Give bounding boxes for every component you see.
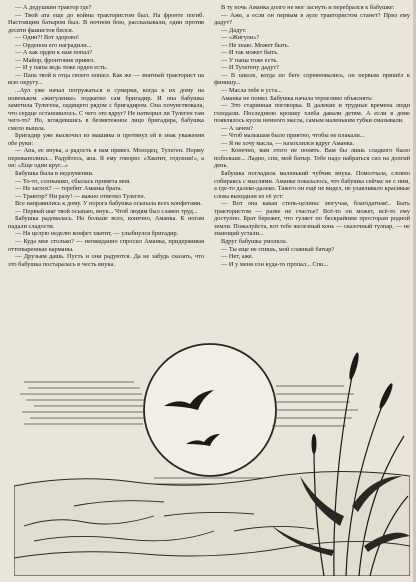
left-paragraph: — А как орден к нам попал?: [15, 49, 93, 57]
left-text-column: [8, 4, 204, 268]
left-paragraph: Все направились к дому. У порога бабушка осыпала всех конфетами.: [15, 200, 202, 208]
right-paragraph: — Чтоб малышам было приятно, чтобы не плакали...: [221, 132, 365, 140]
right-paragraph: — В школе, когда по беге соревновались, он первым пришёл к финишу...: [214, 71, 410, 87]
left-paragraph: — На целую неделю конфет хватит, — улыбнулся бригадир.: [15, 230, 179, 238]
left-paragraph: — Трактор? Ни разу! — важно ответил Тулеген.: [15, 192, 146, 200]
left-paragraph: — Куда мне столько? — неожиданно спросил Аманка, придерживая оттопыренные карманы.: [8, 237, 204, 253]
right-paragraph: — «Жигули»?: [221, 34, 260, 42]
right-paragraph: — И так может быть.: [221, 49, 279, 57]
steppe-sunset-illustration: [14, 326, 410, 576]
right-paragraph: — Это старинная поговорка. В далекие и трудные времена люди голодали. Последнюю крошку хлеба давали детям. А если в доме появлялось кусок немного масла, самым маленьким губки смазывали.: [214, 102, 410, 125]
left-paragraph: — Друзьям дашь. Пусть и они радуются. Да не забудь сказать, что это бабушка постаралась в честь внука.: [8, 253, 204, 268]
left-paragraph: — Первый шаг твой осыпаю, внук... Чтоб людям был славен труд...: [15, 207, 198, 215]
right-paragraph: В ту ночь Аманка долго не мог заснуть и перебрался к бабушке:: [221, 4, 395, 11]
right-paragraph: — Конечно, вам этого не понять. Вам бы лишь сладкого было побольше... Ладно, спи, мой батыр. Тебе надо набраться сил на долгий день.: [214, 147, 410, 170]
right-paragraph: — Я не хочу масла, — нахохлился вдруг Аманка.: [221, 139, 355, 147]
left-paragraph: — Папа твой в отца своего пошел. Как же — знатный тракторист на всю округу...: [8, 71, 204, 87]
right-text-column: [214, 4, 410, 268]
right-paragraph: Бабушка погладила маленький чубчик внука. Помолчала, словно собираясь с мыслями. Аманке показалось, что бабушка сейчас не с ним, а где-то далеко-далеко. Такого он ещё не видел, не улавливало красивые слова выходили из её уст:: [214, 170, 410, 200]
right-paragraph: — Вот она какая степь-целина: могучая, благодатная!.. Быть трактористом — разве не счастье? Всё-то он может, всё-то ему доступно. Брат бережет, что гуляет по бескрайним просторам родной земли. Пожалуйста, вот тебе железный конь — сказочный тулпар, — не знающий устали...: [214, 200, 410, 238]
left-paragraph: — То-то, солнышко, сбылась примета моя.: [15, 177, 131, 185]
reed-heads: [312, 352, 395, 454]
left-paragraph: — Один?! Вот здорово!: [15, 34, 80, 42]
left-paragraph: — И у папы ведь тоже орден есть.: [15, 64, 108, 72]
left-paragraph: — Не заглох? — теребит Аманка брата.: [15, 185, 123, 193]
left-paragraph: — Апа, ее внука, а радость я вам привез. Молодец, Тулеген. Норму перевыполнил... Радуйтесь, апа. Я ему говорю: «Хватит, отдохни!», а он: «Еще один круг...»: [8, 147, 204, 170]
right-paragraph: — Нет, аже.: [221, 253, 254, 261]
left-paragraph: — Орденом его наградили...: [15, 41, 92, 49]
right-paragraph: — И Тулегену дадут?: [221, 64, 280, 72]
right-paragraph: — У папы тоже есть.: [221, 56, 278, 64]
right-paragraph: — И у меня сон куда-то пропал... Спи...: [221, 260, 329, 268]
right-paragraph: — Ты еще не спишь, мой славный батыр?: [221, 245, 335, 253]
left-paragraph: — Майор, фронтовик привез.: [15, 56, 95, 64]
left-paragraph: Бригадир уже выскочил из машины и протянул ей в знак уважения обе руки:: [8, 132, 204, 147]
right-paragraph: — Масла тебе в уста...: [221, 87, 282, 95]
left-paragraph: ...Аул уже начал погружаться в сумерки, когда к их дому на новеньком «жигуленке» подкатил сам бригадир. И она бабушка заметила Тулегена, сидящего рядом с бригадиром. Она почувствовала, что сердце остановилось. С чего это вдруг? Не натворил ли Тулеген там чего-то? Но, вглядевшись в безмятежное лицо бригадира, бабушка смело вышла.: [8, 87, 204, 132]
sun-circle: [144, 344, 276, 476]
right-paragraph: — А зачем?: [221, 124, 254, 132]
right-paragraph: — Дадут.: [221, 26, 247, 34]
left-paragraph: Бабушка была в недоумении.: [15, 170, 94, 178]
left-paragraph: — А дедушкин трактор где?: [15, 4, 92, 11]
right-paragraph: Аманка не понял. Бабушка начала терпеливо объяснять:: [221, 94, 373, 102]
right-paragraph: — Не знаю. Может быть.: [221, 41, 290, 49]
right-paragraph: Вдруг бабушка умолкла.: [221, 237, 288, 245]
right-paragraph: — Аже, а если он первым в ауле трактористом станет? Приз ему дадут?: [214, 11, 410, 27]
left-paragraph: — Твой ата еще до войны трактористом был. На фронте погиб. Настоящим батыром был. В ночном бою, рассказывали, один против десяти фашистов бился.: [8, 11, 204, 34]
left-paragraph: Бабушка радовалась. Но больше всех, конечно, Аманка. К ногам падали сладости.: [8, 215, 204, 230]
